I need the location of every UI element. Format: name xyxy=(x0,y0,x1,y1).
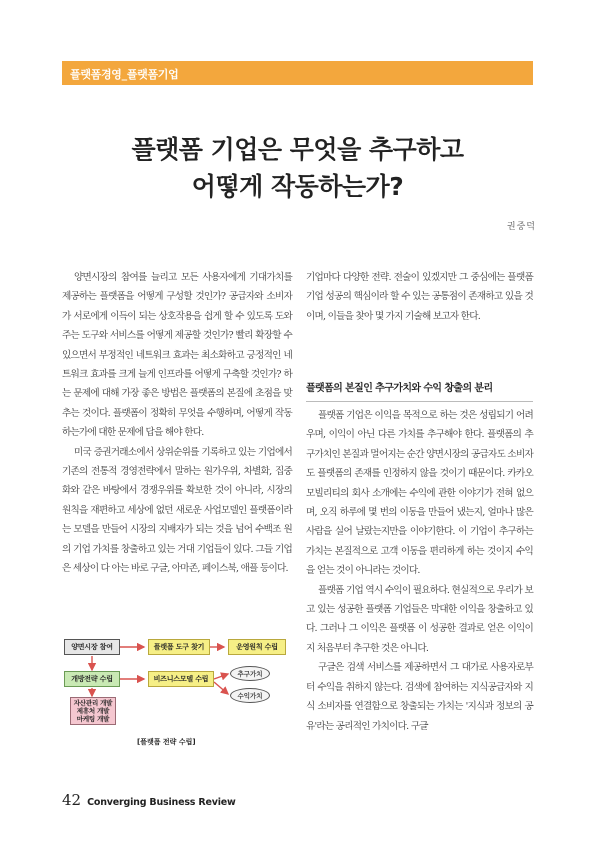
figure-caption: [플랫폼 전략 수립] xyxy=(137,738,196,746)
title-line-1: 플랫폼 기업은 무엇을 추구하고 xyxy=(131,135,464,164)
paragraph: 기업마다 다양한 전략. 전술이 있겠지만 그 중심에는 플랫폼 기업 성공의 핵심이라 할 수 있는 공통점이 존재하고 있을 것이며, 이들을 찾아 몇 가지 기술해 보고자 한다. xyxy=(306,272,533,322)
right-column-body xyxy=(306,406,533,736)
right-column-intro xyxy=(306,268,533,326)
paragraph: 플랫폼 기업은 이익을 목적으로 하는 것은 성립되기 어려우며, 이익이 아닌 다른 가치를 추구해야 한다. 플랫폼의 추구가치인 본질과 멀어지는 순간 양면시장의 공급자도 소비자도 플랫폼의 존재를 인정하지 않을 것이기 때문이다. 카카오 모빌리티의 회사 소개에는 수익에 관한 이야기가 전혀 없으며, 오직 하루에 몇 번의 이동을 만들어 냈는지, 얼마나 많은 사람을 실어 날랐는지만을 이야기한다. 이 기업이 추구하는 가치는 본질적으로 고객 이동을 편리하게 하는 것이지 수익을 얻는 것이 아니라는 것이다. xyxy=(306,410,533,577)
article-title xyxy=(62,131,533,205)
page-footer xyxy=(62,791,236,809)
section-label: 플랫폼경영_플랫폼기업 xyxy=(70,68,179,81)
box-business-model: 비즈니스모델 수립 xyxy=(148,671,214,687)
paragraph: 구글은 검색 서비스를 제공하면서 그 대가로 사용자로부터 수익을 취하지 않는다. 검색에 참여하는 지식공급자와 지식 소비자를 연결함으로 창출되는 가치는 '지식과 정보의 공유'라는 공리적인 가치이다. 구글 xyxy=(306,662,533,732)
section-header xyxy=(62,61,533,85)
ellipse-pursuit-value: 추구가치 xyxy=(230,666,270,681)
box-development-list xyxy=(70,697,116,725)
title-line-2: 어떻게 작동하는가? xyxy=(191,172,404,201)
page-number: 42 xyxy=(62,791,82,809)
journal-name: Converging Business Review xyxy=(87,797,236,808)
ellipse-revenue-value: 수익가치 xyxy=(230,688,270,703)
box-two-sided-market: 양면시장 참여 xyxy=(64,639,120,655)
paragraph: 플랫폼 기업 역시 수익이 필요하다. 현실적으로 우리가 보고 있는 성공한 플랫폼 기업들은 막대한 이익을 창출하고 있다. 그러나 그 이익은 플랫폼 이 성공한 결과로 얻은 이익이지 처음부터 추구한 것은 아니다. xyxy=(306,584,533,654)
author-name: 권중덕 xyxy=(506,222,536,232)
paragraph: 양면시장의 참여를 늘리고 모든 사용자에게 기대가치를 제공하는 플랫폼을 어떻게 구성할 것인가? 공급자와 소비자가 서로에게 이득이 되는 상호작용을 쉽게 할 수 있도록 도와주는 도구와 서비스를 어떻게 제공할 것인가? 빨리 확장할 수 있으면서 부정적인 네트워크 효과는 최소화하고 긍정적인 네트워크 효과를 크게 늘게 인프라를 어떻게 구축할 것인가? 하는 문제에 대해 가장 좋은 방법은 플랫폼의 본질에 초점을 맞추는 것이다. 플랫폼이 정확히 무엇을 수행하며, 어떻게 작동하는가에 대한 문제에 답을 해야 한다. xyxy=(62,272,292,439)
box-platform-tools: 플랫폼 도구 찾기 xyxy=(148,639,210,655)
box-operation-principles: 운영원칙 수립 xyxy=(228,639,286,655)
box-open-strategy: 개방전략 수립 xyxy=(64,671,120,687)
left-column xyxy=(62,268,292,579)
development-item: 자산관리 개발 xyxy=(73,699,113,707)
paragraph: 미국 증권거래소에서 상위순위를 기록하고 있는 기업에서 기존의 전통적 경영전략에서 말하는 원가우위, 차별화, 집중화와 같은 바탕에서 경쟁우위를 확보한 것이 아니라, 시장의 원칙을 재편하고 세상에 없던 새로운 사업모델인 플랫폼이라는 모델을 만들어 시장의 지배자가 되는 것을 넘어 수백조 원의 기업 가치를 창출하고 있는 거대 기업들이 있다. 그들 기업은 세상이 다 아는 바로 구글, 아마존, 페이스북, 애플 등이다. xyxy=(62,446,292,575)
development-item: 제휴처 개발 xyxy=(76,707,110,715)
section-subheading: 플랫폼의 본질인 추구가치와 수익 창출의 분리 xyxy=(306,379,533,402)
development-item: 마케팅 개발 xyxy=(76,715,110,723)
strategy-diagram xyxy=(62,632,292,750)
